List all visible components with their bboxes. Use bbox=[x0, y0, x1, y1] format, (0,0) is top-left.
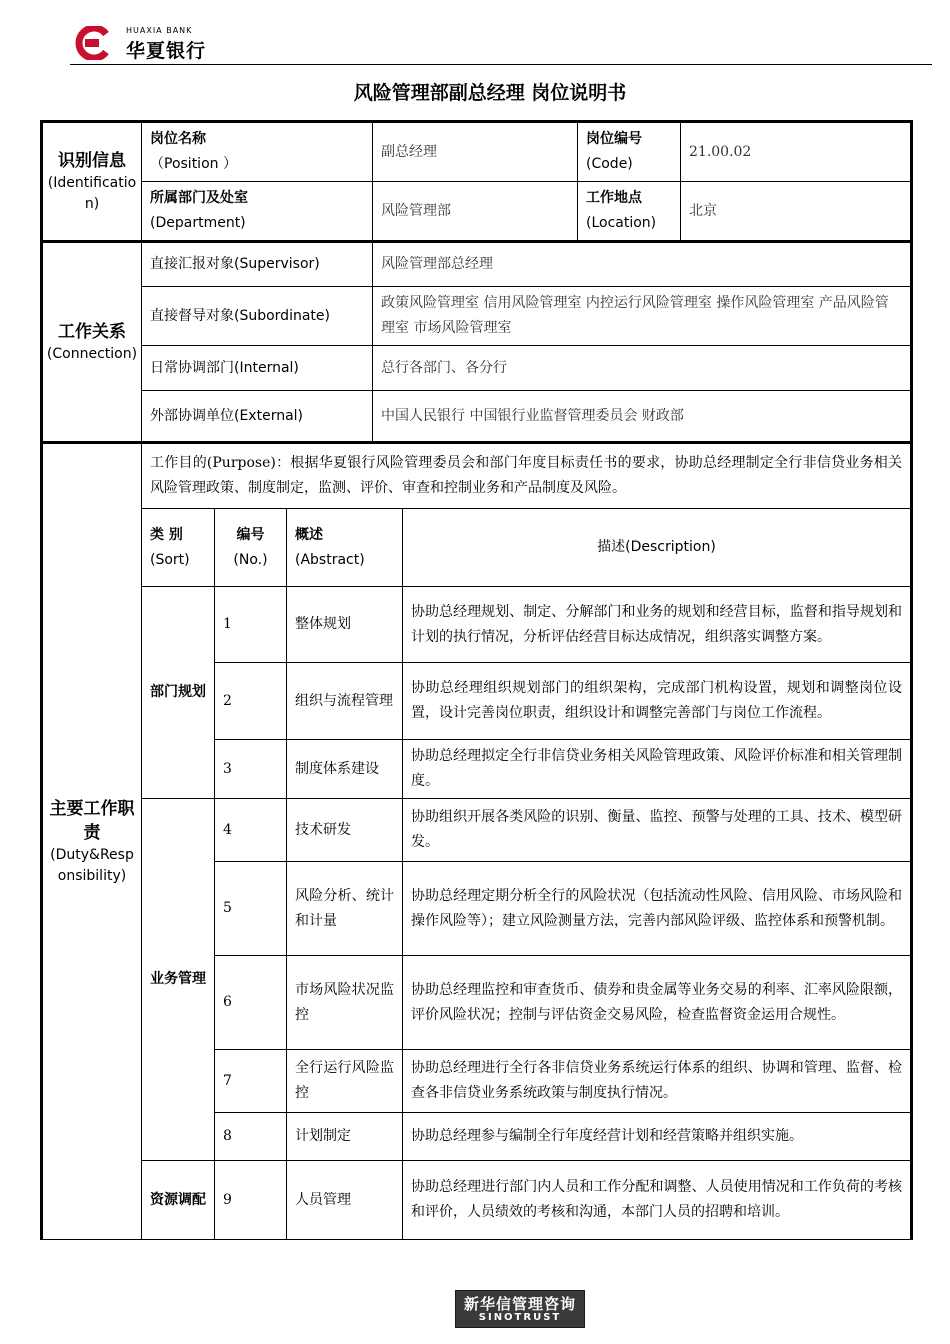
item-no: 6 bbox=[215, 956, 287, 1050]
connection-section-title: 工作关系 bbox=[58, 321, 126, 342]
duty-section-subtitle: (Duty&Responsibility) bbox=[50, 846, 134, 884]
abstract-header: 概述 (Abstract) bbox=[287, 509, 403, 587]
department-label: 所属部门及处室 (Department) bbox=[142, 182, 373, 242]
department-value: 风险管理部 bbox=[373, 182, 578, 242]
identification-section bbox=[42, 122, 142, 242]
brand-name-cn: 华夏银行 bbox=[126, 40, 207, 62]
no-header: 编号 (No.) bbox=[215, 509, 287, 587]
item-abstract: 技术研发 bbox=[287, 799, 403, 862]
connection-row bbox=[42, 346, 912, 391]
duty-header-row bbox=[42, 509, 912, 587]
internal-label: 日常协调部门(Internal) bbox=[142, 346, 373, 391]
item-description: 协助总经理规划、制定、分解部门和业务的规划和经营目标，监督和指导规划和计划的执行情况，分析评估经营目标达成情况，组织落实调整方案。 bbox=[403, 587, 912, 663]
item-no: 2 bbox=[215, 663, 287, 740]
description-header: 描述(Description) bbox=[403, 509, 912, 587]
purpose-row bbox=[42, 443, 912, 509]
item-description: 协助总经理进行部门内人员和工作分配和调整、人员使用情况和工作负荷的考核和评价，人员绩效的考核和沟通，本部门人员的招聘和培训。 bbox=[403, 1161, 912, 1240]
subordinate-label: 直接督导对象(Subordinate) bbox=[142, 287, 373, 346]
item-abstract: 组织与流程管理 bbox=[287, 663, 403, 740]
category-dept-planning: 部门规划 bbox=[142, 587, 215, 799]
sort-header: 类 别 (Sort) bbox=[142, 509, 215, 587]
supervisor-label: 直接汇报对象(Supervisor) bbox=[142, 242, 373, 287]
supervisor-value: 风险管理部总经理 bbox=[373, 242, 912, 287]
item-no: 5 bbox=[215, 862, 287, 956]
category-business-mgmt: 业务管理 bbox=[142, 799, 215, 1161]
external-value: 中国人民银行 中国银行业监督管理委员会 财政部 bbox=[373, 391, 912, 443]
identification-row-1 bbox=[42, 122, 912, 182]
code-label: 岗位编号 (Code) bbox=[578, 122, 681, 182]
external-label: 外部协调单位(External) bbox=[142, 391, 373, 443]
duty-section bbox=[42, 443, 142, 1240]
document-title: 风险管理部副总经理 岗位说明书 bbox=[353, 82, 627, 104]
item-description: 协助总经理参与编制全行年度经营计划和经营策略并组织实施。 bbox=[403, 1113, 912, 1161]
code-value: 21.00.02 bbox=[681, 122, 912, 182]
huaxia-bank-emblem-icon bbox=[70, 26, 114, 60]
connection-row bbox=[42, 287, 912, 346]
item-description: 协助总经理定期分析全行的风险状况（包括流动性风险、信用风险、市场风险和操作风险等）；建立风险测量方法，完善内部风险评级、监控体系和预警机制。 bbox=[403, 862, 912, 956]
item-description: 协助总经理组织规划部门的组织架构，完成部门机构设置，规划和调整岗位设置，设计完善岗位职责，组织设计和调整完善部门与岗位工作流程。 bbox=[403, 663, 912, 740]
footer-brand-cn: 新华信管理咨询 bbox=[463, 1295, 576, 1313]
connection-section-subtitle: (Connection) bbox=[46, 345, 138, 362]
connection-row bbox=[42, 242, 912, 287]
item-abstract: 计划制定 bbox=[287, 1113, 403, 1161]
item-abstract: 整体规划 bbox=[287, 587, 403, 663]
duty-item-row bbox=[42, 1161, 912, 1240]
position-label: 岗位名称 （Position ） bbox=[142, 122, 373, 182]
identification-row-2 bbox=[42, 182, 912, 242]
item-no: 9 bbox=[215, 1161, 287, 1240]
purpose-text: 工作目的(Purpose)：根据华夏银行风险管理委员会和部门年度目标责任书的要求，协助总经理制定全行非信贷业务相关风险管理政策、制度制定，监测、评价、审查和控制业务和产品制度及风险。 bbox=[142, 443, 912, 509]
category-resource-allocation: 资源调配 bbox=[142, 1161, 215, 1240]
identification-section-subtitle: (Identification) bbox=[47, 174, 137, 212]
item-no: 1 bbox=[215, 587, 287, 663]
item-no: 7 bbox=[215, 1050, 287, 1113]
item-description: 协助总经理监控和审查货币、债券和贵金属等业务交易的利率、汇率风险限额，评价风险状况；控制与评估资金交易风险，检查监督资金运用合规性。 bbox=[403, 956, 912, 1050]
internal-value: 总行各部门、各分行 bbox=[373, 346, 912, 391]
subordinate-value: 政策风险管理室 信用风险管理室 内控运行风险管理室 操作风险管理室 产品风险管理室 市场风险管理室 bbox=[373, 287, 912, 346]
item-abstract: 全行运行风险监控 bbox=[287, 1050, 403, 1113]
header-divider bbox=[70, 64, 932, 65]
item-no: 8 bbox=[215, 1113, 287, 1161]
huaxia-bank-logo bbox=[70, 22, 240, 62]
job-description-table bbox=[40, 120, 913, 1240]
item-no: 3 bbox=[215, 740, 287, 799]
item-abstract: 人员管理 bbox=[287, 1161, 403, 1240]
item-abstract: 制度体系建设 bbox=[287, 740, 403, 799]
location-value: 北京 bbox=[681, 182, 912, 242]
position-value: 副总经理 bbox=[373, 122, 578, 182]
item-abstract: 风险分析、统计和计量 bbox=[287, 862, 403, 956]
connection-section bbox=[42, 242, 142, 443]
duty-item-row bbox=[42, 799, 912, 862]
sinotrust-logo bbox=[455, 1290, 585, 1328]
duty-item-row bbox=[42, 587, 912, 663]
identification-section-title: 识别信息 bbox=[58, 150, 126, 171]
brand-name-en: HUAXIA BANK bbox=[126, 26, 193, 35]
duty-section-title: 主要工作职责 bbox=[49, 798, 135, 843]
footer-brand-en: SINOTRUST bbox=[478, 1312, 562, 1323]
item-description: 协助总经理进行全行各非信贷业务系统运行体系的组织、协调和管理、监督、检查各非信贷业务系统政策与制度执行情况。 bbox=[403, 1050, 912, 1113]
location-label: 工作地点 (Location) bbox=[578, 182, 681, 242]
connection-row bbox=[42, 391, 912, 443]
item-no: 4 bbox=[215, 799, 287, 862]
item-description: 协助总经理拟定全行非信贷业务相关风险管理政策、风险评价标准和相关管理制度。 bbox=[403, 740, 912, 799]
item-abstract: 市场风险状况监控 bbox=[287, 956, 403, 1050]
item-description: 协助组织开展各类风险的识别、衡量、监控、预警与处理的工具、技术、模型研发。 bbox=[403, 799, 912, 862]
